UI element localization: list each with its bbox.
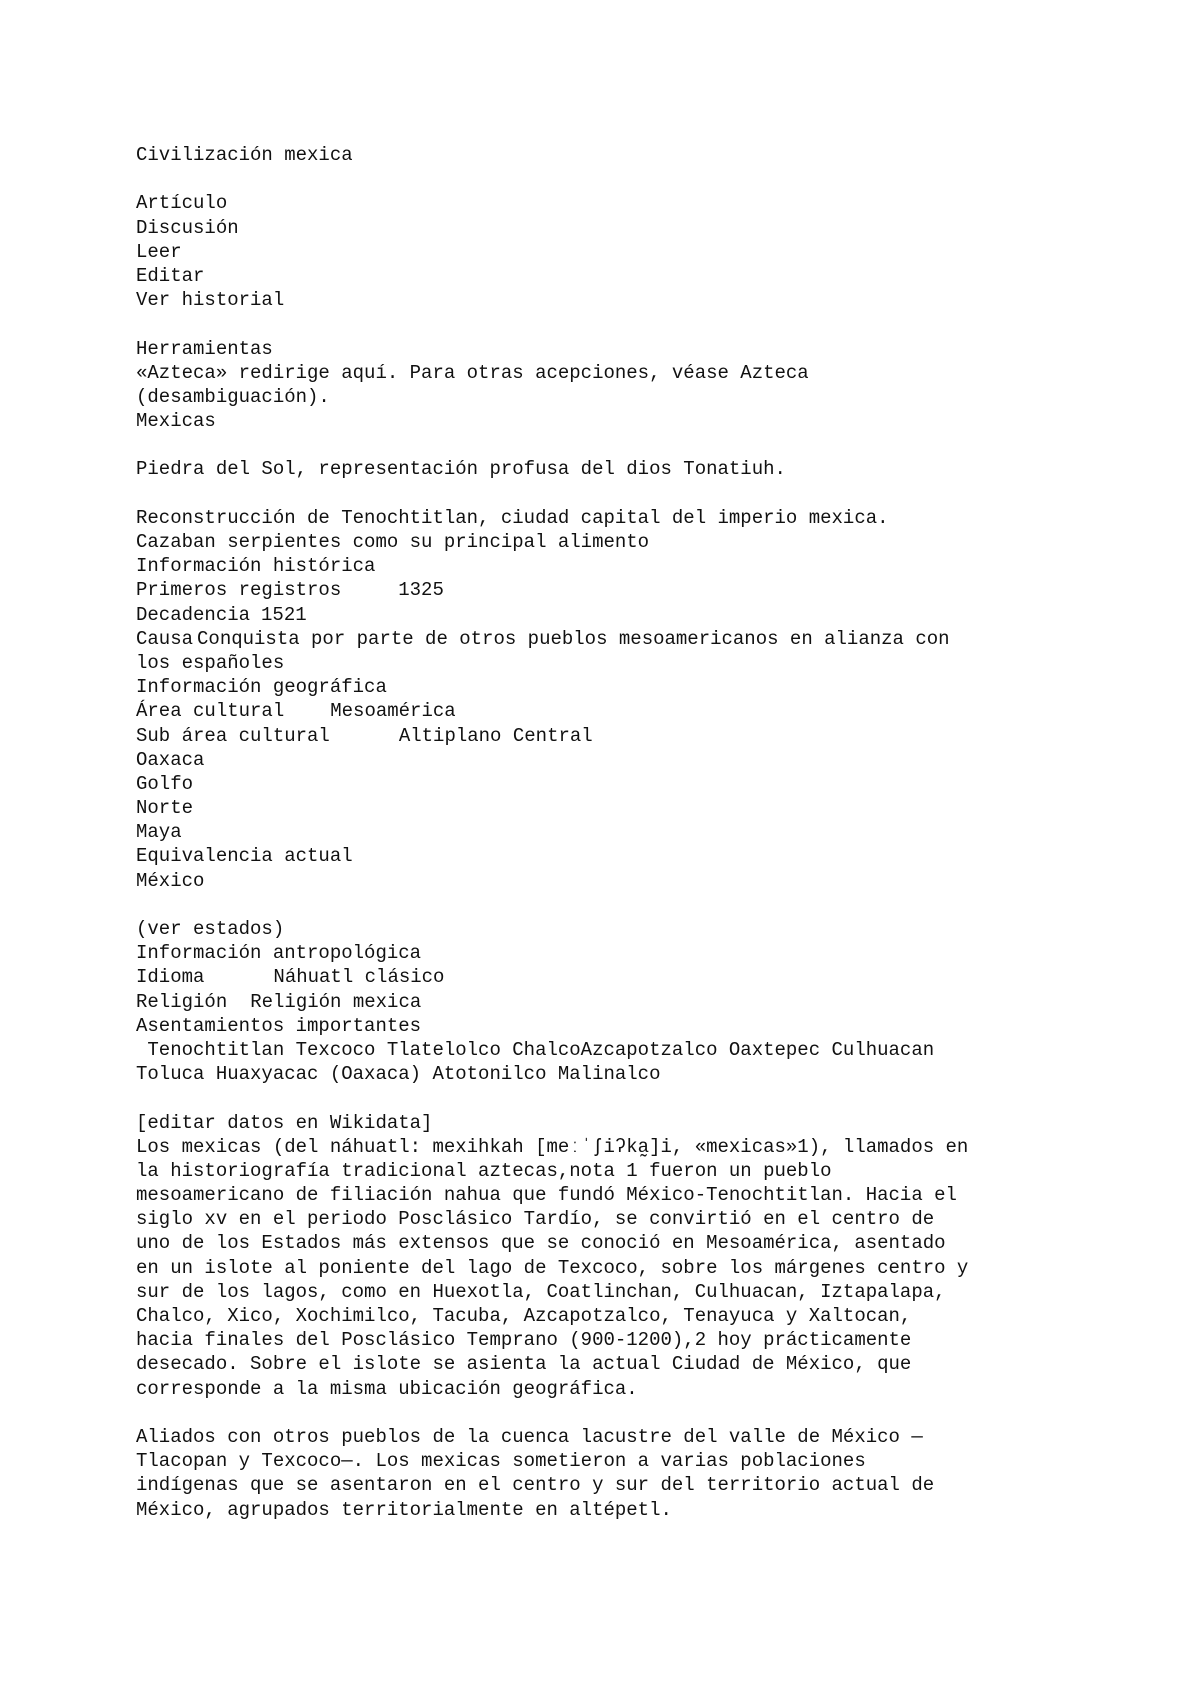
cause-value: Conquista por parte de otros pueblos mesoamericanos en alianza con bbox=[197, 627, 950, 650]
paragraph-line: uno de los Estados más extensos que se conoció en Mesoamérica, asentado bbox=[136, 1232, 946, 1255]
tab-history[interactable]: Ver historial bbox=[136, 289, 285, 312]
paragraph-intro bbox=[136, 1135, 1136, 1401]
equivalence-label: Equivalencia actual bbox=[136, 845, 353, 868]
subarea-item[interactable]: Maya bbox=[136, 821, 182, 844]
subarea-item[interactable]: Oaxaca bbox=[136, 748, 205, 771]
paragraph-line: Chalco, Xico, Xochimilco, Tacuba, Azcapotzalco, Tenayuca y Xaltocan, bbox=[136, 1305, 912, 1327]
infobox-row-cultural-area bbox=[136, 699, 1136, 723]
cause-label: Causa bbox=[136, 627, 194, 650]
hatnote-line[interactable]: «Azteca» redirige aquí. Para otras acepciones, véase Azteca bbox=[136, 361, 809, 384]
equivalence-value[interactable]: México bbox=[136, 869, 205, 892]
paragraph-line: sur de los lagos, como en Huexotla, Coatlinchan, Culhuacan, Iztapalapa, bbox=[136, 1280, 946, 1303]
tab-edit[interactable]: Editar bbox=[136, 264, 205, 287]
page-tabs bbox=[136, 191, 1136, 312]
infobox-row-language bbox=[136, 965, 1136, 989]
paragraph-line: corresponde a la misma ubicación geográfica. bbox=[136, 1377, 638, 1400]
settlements-label: Asentamientos importantes bbox=[136, 1014, 422, 1037]
subarea-item[interactable]: Norte bbox=[136, 797, 194, 820]
religion-value[interactable]: Religión mexica bbox=[250, 990, 422, 1013]
infobox bbox=[136, 409, 1136, 1135]
language-value[interactable]: Náhuatl clásico bbox=[273, 966, 445, 989]
page-title: Civilización mexica bbox=[136, 144, 353, 166]
paragraph-line: mesoamericano de filiación nahua que fundó México-Tenochtitlan. Hacia el bbox=[136, 1184, 957, 1207]
paragraph-line: siglo xv en el periodo Posclásico Tardío, se convirtió en el centro de bbox=[136, 1208, 935, 1231]
paragraph-line: Tlacopan y Texcoco—. Los mexicas sometieron a varias poblaciones bbox=[136, 1450, 866, 1473]
cause-value-continued: los españoles bbox=[136, 651, 285, 674]
paragraph-line: en un islote al poniente del lago de Texcoco, sobre los márgenes centro y bbox=[136, 1256, 969, 1279]
hatnote-line[interactable]: (desambiguación). bbox=[136, 385, 330, 408]
infobox-header-history: Información histórica bbox=[136, 555, 376, 578]
paragraph-allies bbox=[136, 1425, 1136, 1522]
article-page bbox=[136, 143, 1136, 1522]
infobox-caption-serpents: Cazaban serpientes como su principal alimento bbox=[136, 531, 650, 553]
paragraph-line: indígenas que se asentaron en el centro y sur del territorio actual de bbox=[136, 1474, 935, 1497]
infobox-header-anthropology: Información antropológica bbox=[136, 942, 422, 965]
paragraph-line: la historiografía tradicional aztecas,nota 1 fueron un pueblo bbox=[136, 1159, 832, 1182]
paragraph-line: Aliados con otros pueblos de la cuenca lacustre del valle de México — bbox=[136, 1425, 923, 1448]
tab-discussion[interactable]: Discusión bbox=[136, 216, 239, 239]
infobox-row-cause bbox=[136, 627, 1136, 651]
infobox-row-decline bbox=[136, 603, 1136, 627]
cultural-area-value[interactable]: Mesoamérica bbox=[330, 700, 456, 723]
decline-label: Decadencia bbox=[136, 603, 251, 626]
edit-wikidata-link[interactable]: [editar datos en Wikidata] bbox=[136, 1111, 433, 1134]
paragraph-line: hacia finales del Posclásico Temprano (900-1200),2 hoy prácticamente bbox=[136, 1329, 912, 1352]
subarea-value[interactable]: Altiplano Central bbox=[398, 724, 593, 747]
religion-label: Religión bbox=[136, 990, 228, 1013]
see-states-link[interactable]: (ver estados) bbox=[136, 918, 285, 940]
settlements-value[interactable]: Toluca Huaxyacac (Oaxaca) Atotonilco Malinalco bbox=[136, 1063, 661, 1086]
paragraph-line: México, agrupados territorialmente en altépetl. bbox=[136, 1498, 672, 1521]
settlements-value[interactable]: Tenochtitlan Texcoco Tlatelolco ChalcoAzcapotzalco Oaxtepec Culhuacan bbox=[136, 1038, 935, 1061]
infobox-name: Mexicas bbox=[136, 410, 216, 433]
hatnote bbox=[136, 361, 1136, 409]
tools-menu[interactable]: Herramientas bbox=[136, 337, 273, 360]
first-records-label: Primeros registros bbox=[136, 579, 342, 602]
infobox-caption-tenochtitlan: Reconstrucción de Tenochtitlan, ciudad capital del imperio mexica. bbox=[136, 506, 889, 529]
infobox-caption-sun-stone: Piedra del Sol, representación profusa del dios Tonatiuh. bbox=[136, 458, 786, 481]
tab-article[interactable]: Artículo bbox=[136, 192, 228, 215]
cultural-area-label: Área cultural bbox=[136, 700, 285, 723]
subarea-label: Sub área cultural bbox=[136, 724, 330, 747]
infobox-row-religion bbox=[136, 990, 1136, 1014]
decline-value[interactable]: 1521 bbox=[261, 603, 307, 626]
infobox-header-geography: Información geográfica bbox=[136, 676, 387, 699]
first-records-value[interactable]: 1325 bbox=[398, 579, 444, 602]
paragraph-line: Los mexicas (del náhuatl: mexihkah [meːˈʃiʔka̰]i, «mexicas»1), llamados en bbox=[136, 1135, 969, 1158]
infobox-row-first-records bbox=[136, 578, 1136, 602]
tab-read[interactable]: Leer bbox=[136, 240, 182, 263]
infobox-row-subarea bbox=[136, 724, 1136, 748]
subarea-item[interactable]: Golfo bbox=[136, 772, 194, 795]
paragraph-line: desecado. Sobre el islote se asienta la actual Ciudad de México, que bbox=[136, 1353, 912, 1376]
language-label: Idioma bbox=[136, 966, 205, 989]
